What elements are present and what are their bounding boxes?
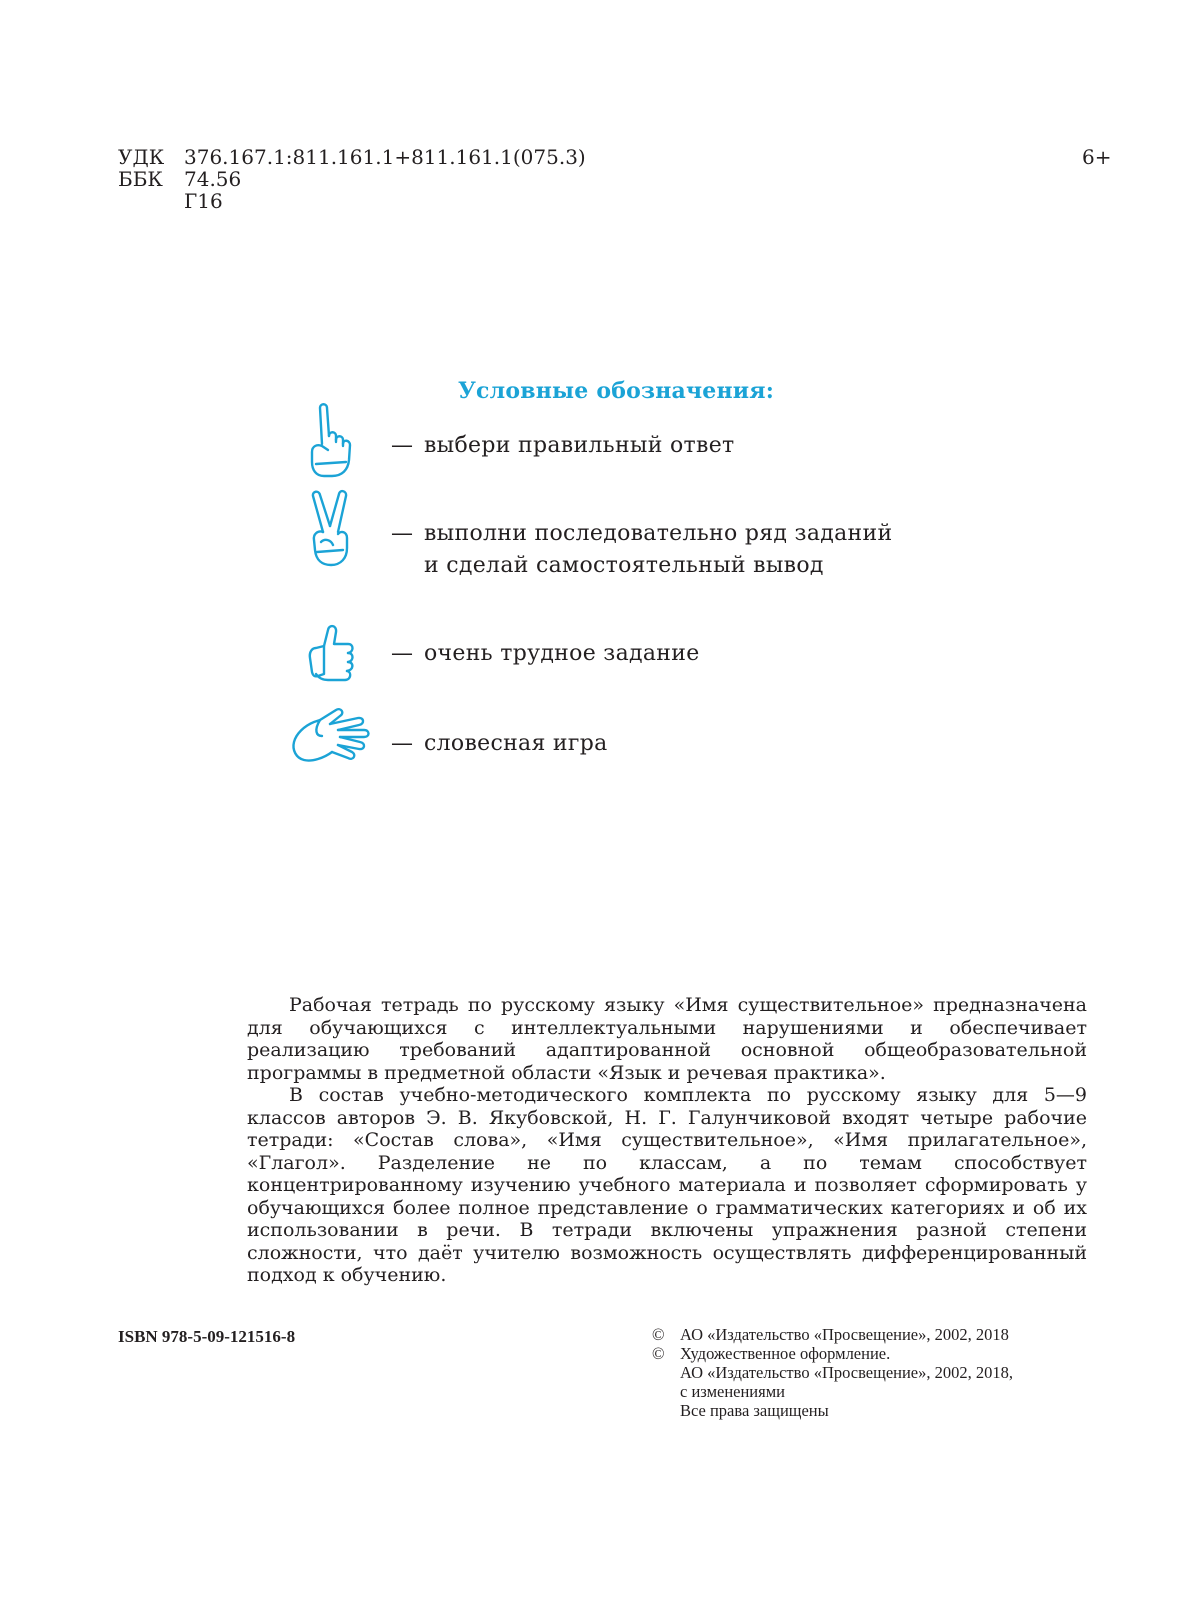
legend-item-choose-answer (280, 430, 1000, 478)
pointing-finger-icon (280, 400, 380, 478)
udk-row (118, 146, 586, 168)
classification-block (118, 146, 586, 212)
copyright-sign: © (652, 1344, 665, 1363)
legend-dash: — (391, 731, 413, 756)
isbn: ISBN 978-5-09-121516-8 (118, 1327, 296, 1346)
author-mark-row (118, 190, 586, 212)
age-rating: 6+ (1082, 145, 1112, 169)
copyright-line: с изменениями (680, 1382, 786, 1401)
legend-title: Условные обозначения: (458, 378, 775, 404)
bbk-label: ББК (118, 167, 163, 191)
thumbs-up-icon (280, 622, 380, 684)
copyright-line: АО «Издательство «Просвещение», 2002, 2018, (680, 1363, 1013, 1382)
copyright-line: Художественное оформление. (680, 1344, 891, 1363)
legend-text-line: очень трудное задание (424, 641, 700, 666)
legend-dash: — (391, 641, 413, 666)
legend-item-sequence-tasks (280, 518, 1000, 582)
legend-text-line: словесная игра (424, 731, 608, 756)
open-hand-icon (280, 706, 380, 772)
annotation-paragraph: Рабочая тетрадь по русскому языку «Имя существительное» предназначена для обучающихся с интеллектуальными нарушениями и обеспечивает реализацию требований адаптированной основной общеобразовательной программы в предметной области «Язык и речевая практика». (247, 994, 1087, 1084)
author-mark: Г16 (184, 189, 223, 213)
legend-text-line: выполни последовательно ряд заданий (424, 521, 893, 546)
legend-text-line: выбери правильный ответ (424, 433, 735, 458)
copyright-line: Все права защищены (680, 1401, 829, 1420)
annotation-paragraph: В состав учебно-методического комплекта по русскому языку для 5—9 классов авторов Э. В. Якубовской, Н. Г. Галунчиковой входят четыре рабочие тетради: «Состав слова», «Имя существительное», «Имя прилагательное», «Глагол». Разделение не по классам, а по темам способствует концентрированному изучению учебного материала и позволяет сформировать у обучающихся более полное представление о грамматических категориях и об их использовании в речи. В тетради включены упражнения разной степени сложности, что даёт учителю возможность осуществлять дифференцированный подход к обучению. (247, 1084, 1087, 1286)
legend-dash: — (391, 521, 413, 546)
copyright-line: АО «Издательство «Просвещение», 2002, 2018 (680, 1325, 1009, 1344)
udk-label: УДК (118, 145, 165, 169)
bbk-row (118, 168, 586, 190)
copyright-sign: © (652, 1325, 665, 1344)
legend-item-hard-task (280, 638, 1000, 684)
copyright-block (652, 1325, 1013, 1420)
annotation (247, 994, 1087, 1287)
legend-dash: — (391, 433, 413, 458)
victory-hand-icon (280, 490, 380, 566)
legend-text-line: и сделай самостоятельный вывод (424, 553, 824, 578)
legend-item-word-game (280, 728, 1000, 772)
udk-value: 376.167.1:811.161.1+811.161.1(075.3) (184, 145, 586, 169)
bbk-value: 74.56 (184, 167, 242, 191)
